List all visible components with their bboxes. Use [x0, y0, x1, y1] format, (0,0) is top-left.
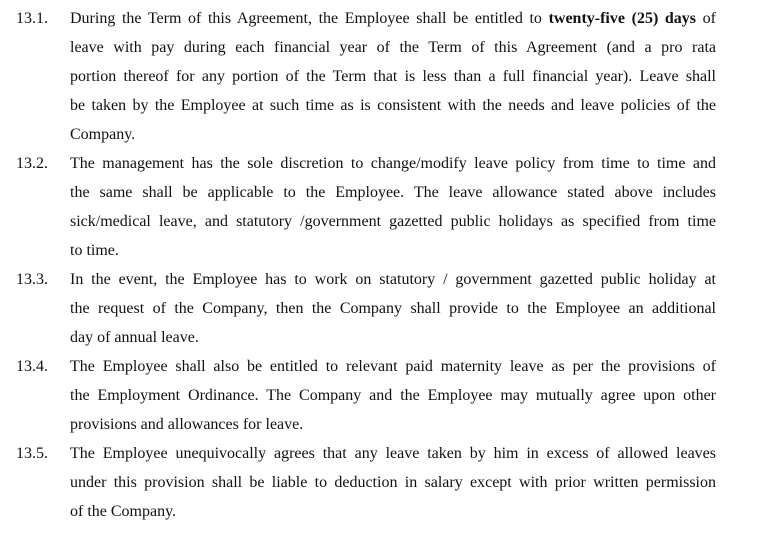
clause-13-1 — [0, 4, 772, 149]
clause-number: 13.4. — [16, 358, 48, 375]
clause-line: to time. — [70, 242, 119, 259]
clause-line: the Employment Ordinance. The Company and the Employee may mutually agree upon other — [70, 387, 716, 404]
clause-13-3 — [0, 265, 772, 352]
clause-number: 13.2. — [16, 155, 48, 172]
clause-number: 13.5. — [16, 445, 48, 462]
clause-line — [70, 4, 716, 33]
clause-13-2 — [0, 149, 772, 265]
clause-text: During the Term of this Agreement, the Employee shall be entitled to — [70, 10, 549, 27]
clause-line: leave with pay during each financial year of the Term of this Agreement (and a pro rata — [70, 39, 716, 56]
clause-line: under this provision shall be liable to deduction in salary except with prior written permission — [70, 474, 716, 491]
clause-line: day of annual leave. — [70, 329, 199, 346]
clause-13-4 — [0, 352, 772, 439]
clause-line: be taken by the Employee at such time as is consistent with the needs and leave policies of the — [70, 97, 716, 114]
clause-line: provisions and allowances for leave. — [70, 416, 304, 433]
clause-line: In the event, the Employee has to work on statutory / government gazetted public holiday at — [70, 271, 716, 288]
clause-number: 13.1. — [16, 10, 48, 27]
document-page — [0, 4, 772, 526]
clause-number: 13.3. — [16, 271, 48, 288]
clause-line: sick/medical leave, and statutory /government gazetted public holidays as specified from time — [70, 213, 716, 230]
clause-text: of — [696, 10, 716, 27]
clause-line: portion thereof for any portion of the Term that is less than a full financial year). Leave shall — [70, 68, 716, 85]
clause-line: The management has the sole discretion to change/modify leave policy from time to time and — [70, 155, 716, 172]
clause-line: The Employee unequivocally agrees that any leave taken by him in excess of allowed leaves — [70, 445, 716, 462]
clause-13-5 — [0, 439, 772, 526]
clause-line: the same shall be applicable to the Employee. The leave allowance stated above includes — [70, 184, 716, 201]
clause-line: The Employee shall also be entitled to relevant paid maternity leave as per the provisions of — [70, 358, 716, 375]
clause-line: the request of the Company, then the Company shall provide to the Employee an additional — [70, 300, 716, 317]
clause-line: Company. — [70, 126, 136, 143]
bold-entitlement: twenty-five (25) days — [548, 10, 697, 27]
clause-line: of the Company. — [70, 503, 177, 520]
